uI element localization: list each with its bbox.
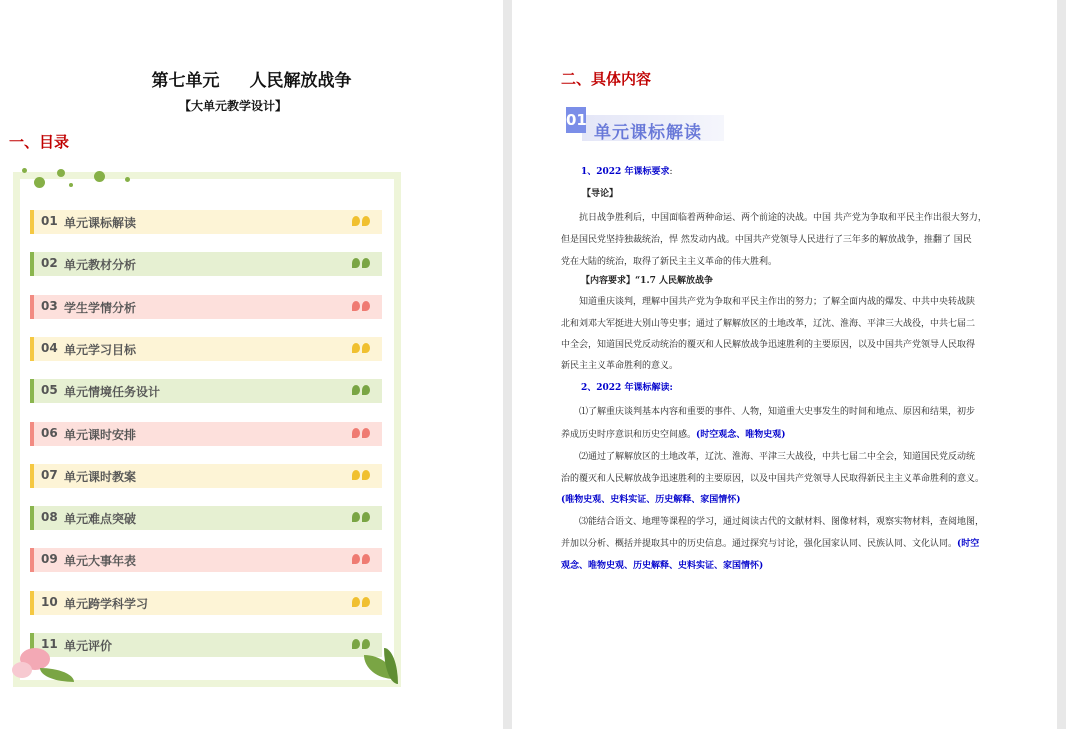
quote-icon: [352, 470, 372, 482]
toc-item-02[interactable]: [30, 252, 382, 276]
section-title-interpretation: 2、2022 年课标解读:: [581, 383, 673, 393]
quote-icon: [352, 597, 372, 609]
decor-dot: [22, 168, 27, 173]
toc-item-accent-bar: [30, 295, 34, 319]
paragraph-line: 抗日战争胜利后，中国面临着两种命运、两个前途的决战。中国 共产党为争取和平民主作出很大努力，: [579, 213, 987, 223]
paragraph-line: [561, 536, 979, 549]
colon: :: [669, 167, 673, 177]
unit-number: 第七单元: [151, 71, 220, 91]
paragraph-line: ⑵通过了解解放区的土地改革，辽沈、淮海、平津三大战役，中共七届二中全会，知道国民党反动统: [579, 452, 976, 462]
paragraph-line: 治的覆灭和人民解放战争迅速胜利的主要原因，以及中国共产党领导人民取得新民主主义革命胜利的意义。: [561, 474, 985, 484]
section-badge: [566, 107, 726, 143]
toc-heading: 一、目录: [9, 133, 70, 151]
quote-icon: [352, 258, 372, 270]
toc-item-label: 单元难点突破: [64, 512, 137, 526]
leaf-icon: [12, 662, 32, 678]
unit-title: [0, 66, 503, 91]
quote-icon: [352, 554, 372, 566]
toc-item-accent-bar: [30, 464, 34, 488]
toc-item-accent-bar: [30, 422, 34, 446]
decor-dot: [69, 183, 73, 187]
toc-item-label: 单元大事年表: [64, 554, 137, 568]
unit-subtitle: 【大单元教学设计】: [178, 99, 287, 113]
section-title-text: 1、2022 年课标要求: [581, 167, 670, 177]
section-title-standard: [581, 164, 673, 177]
quote-icon: [352, 512, 372, 524]
toc-item-accent-bar: [30, 379, 34, 403]
toc-item-07[interactable]: [30, 464, 382, 488]
toc-item-number: 08: [41, 510, 58, 524]
section-badge-number: 01: [566, 107, 586, 133]
quote-icon: [352, 216, 372, 228]
paragraph-line: 党在大陆的统治，取得了新民主主义革命的伟大胜利。: [561, 257, 778, 267]
decor-dot: [34, 177, 45, 188]
quote-icon: [352, 301, 372, 313]
toc-item-number: 01: [41, 214, 58, 228]
toc-item-number: 09: [41, 552, 58, 566]
toc-item-label: 单元课时安排: [64, 428, 137, 442]
toc-item-accent-bar: [30, 506, 34, 530]
toc-item-accent-bar: [30, 591, 34, 615]
subheading-intro: 【导论】: [582, 189, 619, 199]
decor-dot: [57, 169, 65, 177]
toc-item-label: 单元学习目标: [64, 343, 137, 357]
toc-item-number: 06: [41, 426, 58, 440]
toc-item-label: 单元情境任务设计: [64, 385, 161, 399]
literacy-tag: (时空: [957, 539, 980, 549]
section-badge-title: 单元课标解读: [594, 123, 702, 143]
toc-item-number: 07: [41, 468, 58, 482]
document-page-left: [0, 0, 503, 729]
toc-item-label: 单元评价: [64, 639, 113, 653]
unit-name: 人民解放战争: [249, 71, 352, 91]
paragraph-line: 知道重庆谈判，理解中国共产党为争取和平民主作出的努力；了解全面内战的爆发、中共中央转战陕: [579, 297, 976, 307]
quote-icon: [352, 343, 372, 355]
toc-item-accent-bar: [30, 252, 34, 276]
toc-item-06[interactable]: [30, 422, 382, 446]
toc-item-number: 04: [41, 341, 58, 355]
decor-dot: [125, 177, 130, 182]
decor-dot: [94, 171, 105, 182]
literacy-tag: (唯物史观、史料实证、历史解释、家国情怀): [561, 495, 741, 505]
content-heading: 二、具体内容: [561, 70, 652, 88]
toc-item-accent-bar: [30, 210, 34, 234]
toc-item-label: 单元教材分析: [64, 258, 137, 272]
toc-item-01[interactable]: [30, 210, 382, 234]
toc-item-number: 10: [41, 595, 58, 609]
literacy-tag: (时空观念、唯物史观): [696, 430, 786, 440]
paragraph-line: 中全会，知道国民党反动统治的覆灭和人民解放战争迅速胜利的主要原因，以及中国共产党领导人民取得: [561, 340, 976, 350]
quote-icon: [352, 385, 372, 397]
toc-item-label: 单元课标解读: [64, 216, 137, 230]
paragraph-line: 新民主主义革命胜利的意义。: [561, 361, 679, 371]
toc-item-05[interactable]: [30, 379, 382, 403]
toc-item-number: 11: [41, 637, 58, 651]
toc-item-11[interactable]: [30, 633, 382, 657]
toc-item-number: 02: [41, 256, 58, 270]
paragraph-line: [561, 427, 786, 440]
toc-item-03[interactable]: [30, 295, 382, 319]
toc-item-04[interactable]: [30, 337, 382, 361]
quote-icon: [352, 639, 372, 651]
quote-icon: [352, 428, 372, 440]
paragraph-text: 养成历史时序意识和历史空间感。: [561, 430, 697, 440]
paragraph-text: 并加以分析、概括并提取其中的历史信息。通过探究与讨论，强化国家认同、民族认同、文化认同。: [561, 539, 958, 549]
paragraph-line: ⑶能结合语文、地理等课程的学习，通过阅读古代的文献材料、图像材料，观察实物材料，查阅地图，: [579, 517, 985, 527]
toc-item-accent-bar: [30, 337, 34, 361]
paragraph-line: ⑴了解重庆谈判基本内容和重要的事件、人物，知道重大史事发生的时间和地点、原因和结果，初步: [579, 407, 976, 417]
toc-item-08[interactable]: [30, 506, 382, 530]
paragraph-line: 北和刘邓大军挺进大别山等史事；通过了解解放区的土地改革，辽沈、淮海、平津三大战役，中共七届二: [561, 319, 976, 329]
paragraph-line: 但是国民党坚持独裁统治，悍 然发动内战。中国共产党领导人民进行了三年多的解放战争，推翻了 国民: [561, 235, 972, 245]
toc-item-10[interactable]: [30, 591, 382, 615]
document-page-right: [512, 0, 1057, 729]
toc-item-accent-bar: [30, 548, 34, 572]
literacy-tag: 观念、唯物史观、历史解释、史料实证、家国情怀): [561, 561, 764, 571]
subheading-requirement: 【内容要求】“1.7 人民解放战争: [581, 276, 713, 286]
toc-item-number: 05: [41, 383, 58, 397]
toc-item-label: 单元跨学科学习: [64, 597, 149, 611]
toc-item-number: 03: [41, 299, 58, 313]
toc-item-09[interactable]: [30, 548, 382, 572]
toc-item-label: 单元课时教案: [64, 470, 137, 484]
toc-item-label: 学生学情分析: [64, 301, 137, 315]
